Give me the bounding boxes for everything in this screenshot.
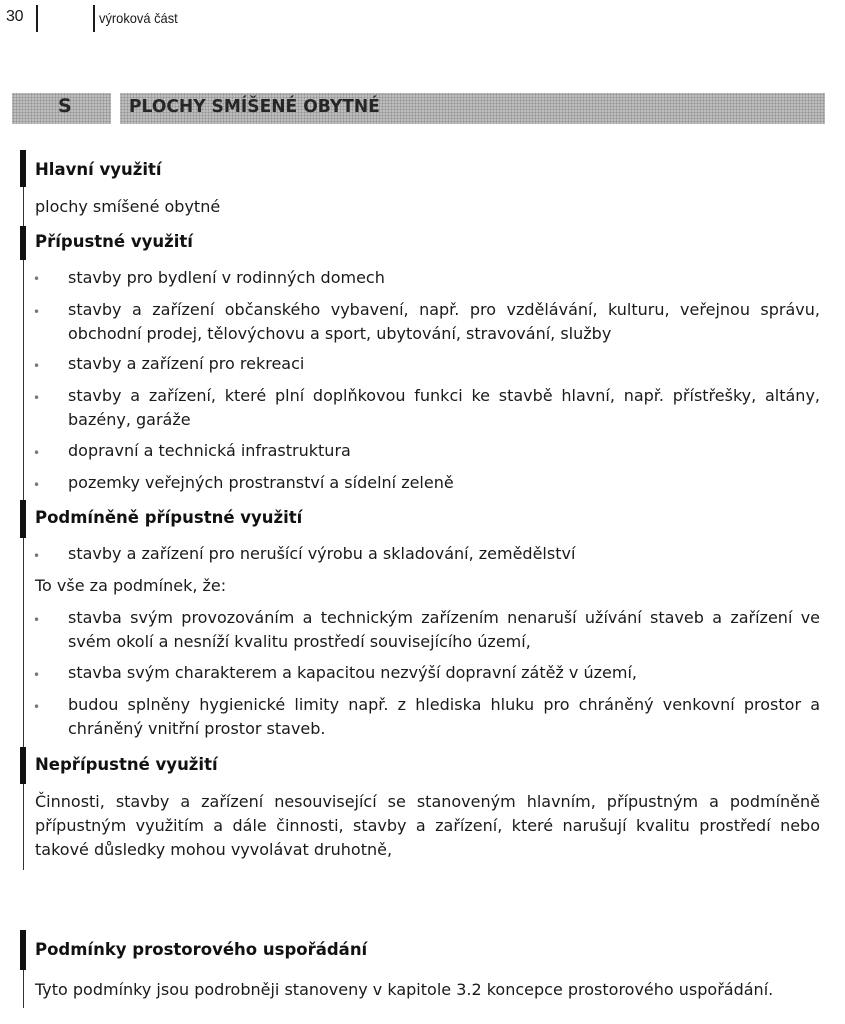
header-divider [93,5,95,32]
zone-code: S [58,95,72,117]
prohibited-use-text: Činnosti, stavby a zařízení nesouvisející se stanoveným hlavním, přípustným a podmíněně přípustným využitím a dále činnosti, stavby a zařízení, které narušují kvalitu prostředí nebo takové důsledky mohou vyvolávat druhotně, [35,792,820,859]
main-use-heading: Hlavní využití [35,160,162,179]
list-item: stavba svým provozováním a technickým zařízením nenaruší užívání staveb a zařízení ve svém okolí a nesníží kvalitu prostředí souvisejícího území, [68,608,820,651]
list-item: stavby a zařízení pro rekreaci [68,354,305,373]
spatial-conditions-text: Tyto podmínky jsou podrobněji stanoveny v kapitole 3.2 koncepce prostorového uspořádání. [35,980,774,999]
list-item: stavba svým charakterem a kapacitou nezvýší dopravní zátěž v území, [68,663,637,682]
permitted-use-heading: Přípustné využití [35,232,193,251]
bullet: • [33,478,41,492]
section-marker [20,747,26,784]
list-item: dopravní a technická infrastruktura [68,441,351,460]
page-number: 30 [6,8,24,25]
list-item: stavby a zařízení, které plní doplňkovou funkci ke stavbě hlavní, např. přístřešky, altány, bazény, garáže [68,386,820,429]
section-marker [20,930,26,970]
section-marker [20,500,26,538]
bullet: • [33,391,41,405]
condition-intro: To vše za podmínek, že: [35,576,227,595]
list-item: stavby pro bydlení v rodinných domech [68,268,385,287]
bullet: • [33,700,41,714]
bullet: • [33,305,41,319]
list-item: pozemky veřejných prostranství a sídelní zeleně [68,473,454,492]
bullet: • [33,668,41,682]
list-item: budou splněny hygienické limity např. z hlediska hluku pro chráněný venkovní prostor a chráněný vnitřní prostor staveb. [68,695,820,738]
section-label: výroková část [99,10,178,26]
bullet: • [33,549,41,563]
bullet: • [33,272,41,286]
title-band-gap [111,93,120,124]
prohibited-use-heading: Nepřípustné využití [35,755,218,774]
list-item: stavby a zařízení pro nerušící výrobu a skladování, zemědělství [68,544,576,563]
header-divider [36,5,38,32]
bullet: • [33,613,41,627]
page-title: PLOCHY SMÍŠENÉ OBYTNÉ [129,96,380,117]
conditional-use-heading: Podmíněně přípustné využití [35,508,303,527]
list-item: stavby a zařízení občanského vybavení, např. pro vzdělávání, kulturu, veřejnou správu, obchodní prodej, tělovýchovu a sport, ubytování, stravování, služby [68,300,820,343]
section-marker [20,150,26,187]
section-marker [20,226,26,260]
spatial-conditions-heading: Podmínky prostorového uspořádání [35,940,368,959]
main-use-text: plochy smíšené obytné [35,197,221,216]
bullet: • [33,359,41,373]
bullet: • [33,446,41,460]
